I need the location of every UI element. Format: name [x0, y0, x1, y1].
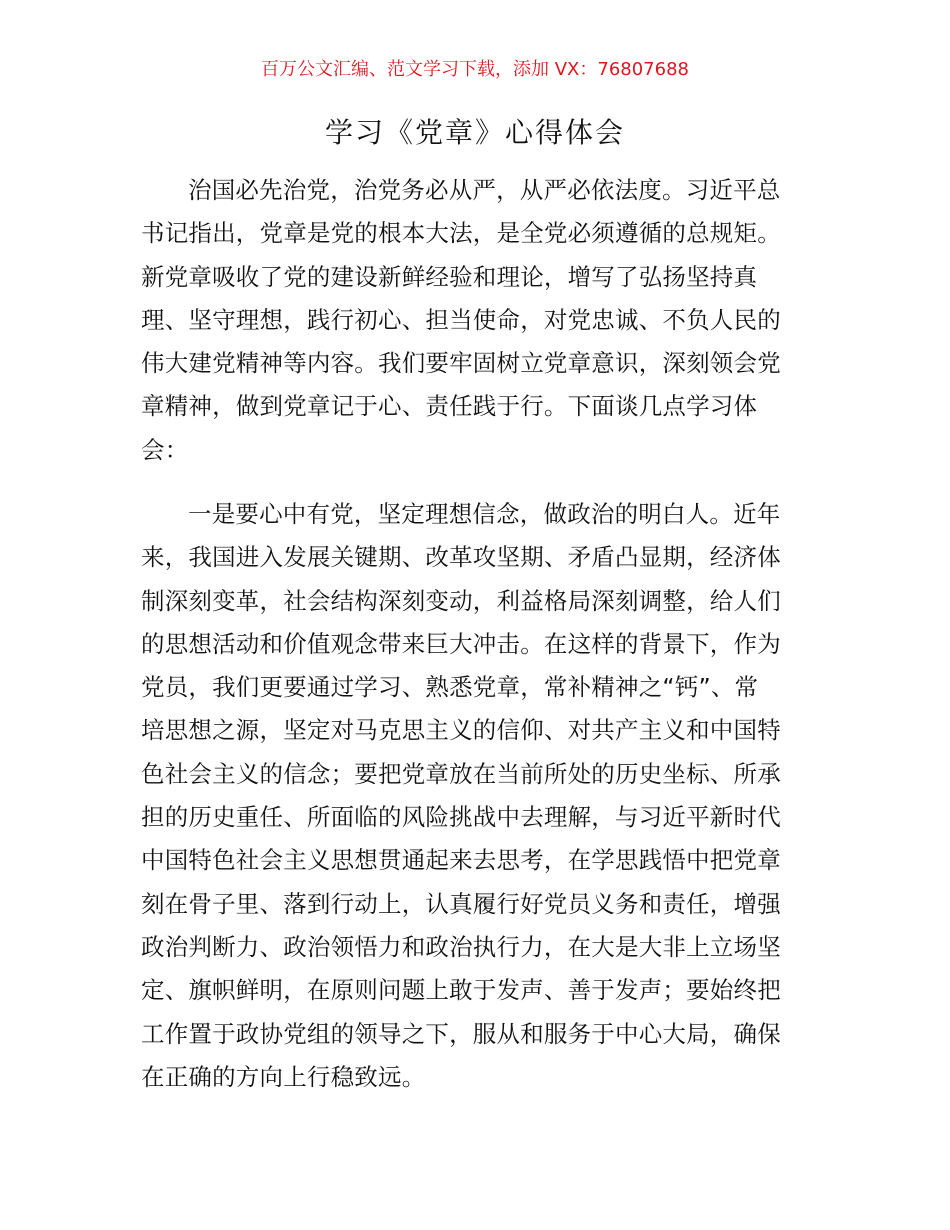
paragraph-line: 来，我国进入发展关键期、改革攻坚期、矛盾凸显期，经济体	[141, 543, 781, 572]
paragraph-line: 培思想之源，坚定对马克思主义的信仰、对共产主义和中国特	[141, 716, 781, 745]
paragraph-intro	[141, 169, 821, 472]
paragraph-line: 一是要心中有党，坚定理想信念，做政治的明白人。近年	[188, 500, 781, 528]
document-title: 学习《党章》心得体会	[324, 116, 625, 149]
paragraph-line: 书记指出，党章是党的根本大法，是全党必须遵循的总规矩。	[141, 219, 781, 248]
header-banner: 百万公文汇编、范文学习下载，添加 VX：76807688	[261, 59, 689, 80]
paragraph-line: 理、坚守理想，践行初心、担当使命，对党忠诚、不负人民的	[141, 305, 781, 334]
paragraph-line: 刻在骨子里、落到行动上，认真履行好党员义务和责任，增强	[141, 889, 781, 918]
paragraph-line: 治国必先治党，治党务必从严，从严必依法度。习近平总	[188, 176, 781, 204]
paragraph-line: 色社会主义的信念；要把党章放在当前所处的历史坐标、所承	[141, 759, 781, 788]
paragraph-line: 章精神，做到党章记于心、责任践于行。下面谈几点学习体	[141, 392, 758, 421]
paragraph-line: 工作置于政协党组的领导之下，服从和服务于中心大局，确保	[141, 1019, 781, 1048]
paragraph-line: 新党章吸收了党的建设新鲜经验和理论，增写了弘扬坚持真	[141, 262, 758, 291]
paragraph-line: 担的历史重任、所面临的风险挑战中去理解，与习近平新时代	[141, 803, 781, 832]
paragraph-line: 党员，我们更要通过学习、熟悉党章，常补精神之“钙”、常	[141, 673, 759, 702]
paragraph-line: 中国特色社会主义思想贯通起来去思考，在学思践悟中把党章	[141, 846, 781, 875]
paragraph-line: 定、旗帜鲜明，在原则问题上敢于发声、善于发声；要始终把	[141, 976, 781, 1005]
paragraph-point-one	[141, 493, 821, 1099]
paragraph-line: 政治判断力、政治领悟力和政治执行力，在大是大非上立场坚	[141, 932, 781, 961]
paragraph-line: 伟大建党精神等内容。我们要牢固树立党章意识，深刻领会党	[141, 349, 781, 378]
paragraph-line: 制深刻变革，社会结构深刻变动，利益格局深刻调整，给人们	[141, 586, 781, 615]
paragraph-line: 的思想活动和价值观念带来巨大冲击。在这样的背景下，作为	[141, 629, 781, 658]
paragraph-line: 在正确的方向上行稳致远。	[141, 1062, 426, 1091]
paragraph-line: 会：	[141, 435, 189, 464]
